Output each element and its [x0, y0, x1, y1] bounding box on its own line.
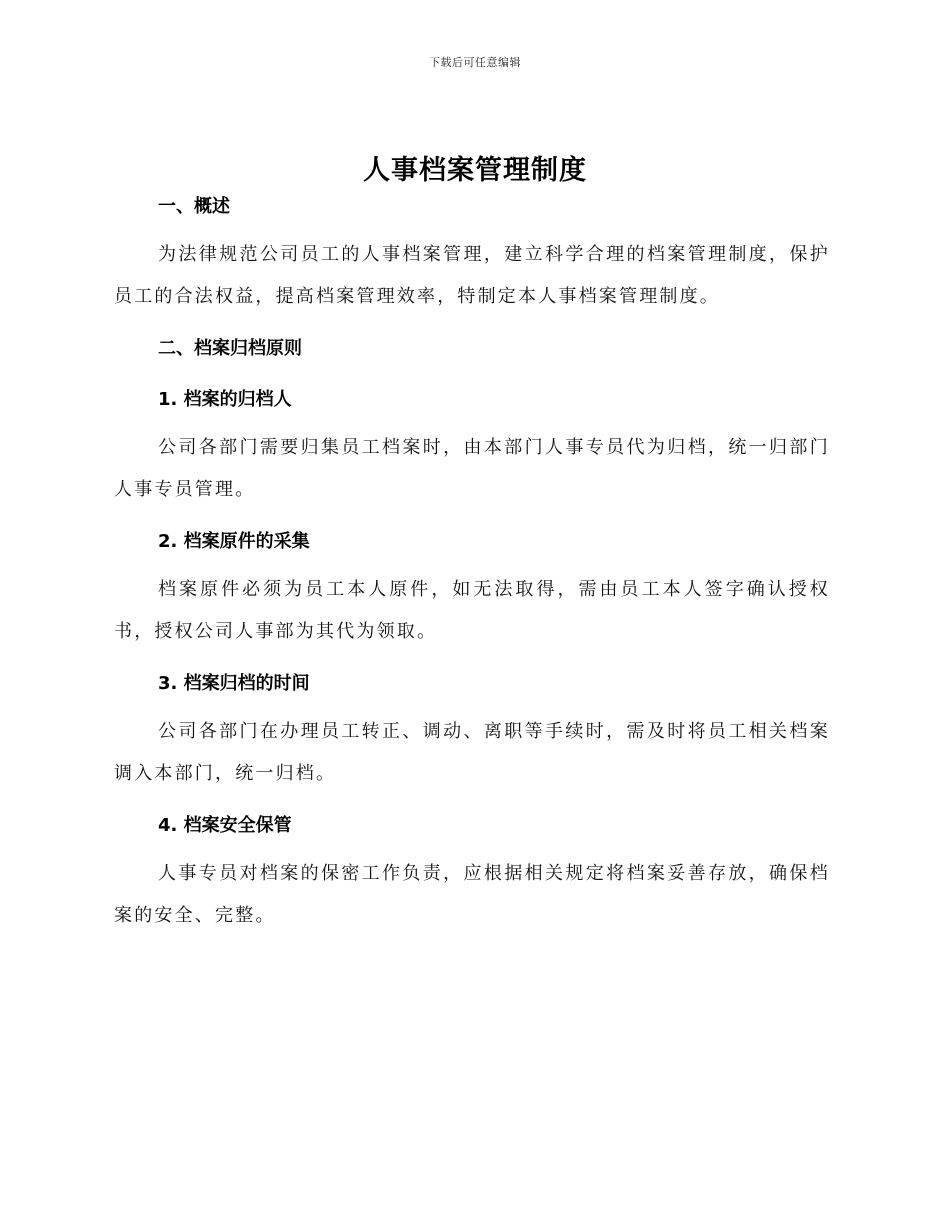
section-heading-archivist: 1. 档案的归档人	[158, 389, 292, 410]
document-body	[114, 190, 830, 937]
header-note: 下载后可任意编辑	[429, 56, 521, 69]
section-heading-overview: 一、概述	[158, 196, 230, 217]
section-body-safekeeping: 人事专员对档案的保密工作负责，应根据相关规定将档案妥善存放，确保档案的安全、完整。	[114, 863, 830, 926]
section-body-archivist: 公司各部门需要归集员工档案时，由本部门人事专员代为归档，统一归部门人事专员管理。	[114, 437, 830, 500]
section-body-original-collection: 档案原件必须为员工本人原件，如无法取得，需由员工本人签字确认授权书，授权公司人事部为其代为领取。	[114, 579, 830, 642]
section-heading-original-collection: 2. 档案原件的采集	[158, 531, 310, 552]
section-heading-safekeeping: 4. 档案安全保管	[158, 815, 292, 836]
section-heading-archiving-time: 3. 档案归档的时间	[158, 673, 310, 694]
section-body-overview: 为法律规范公司员工的人事档案管理，建立科学合理的档案管理制度，保护员工的合法权益，提高档案管理效率，特制定本人事档案管理制度。	[114, 244, 830, 307]
section-heading-archiving-principles: 二、档案归档原则	[158, 338, 302, 359]
section-body-archiving-time: 公司各部门在办理员工转正、调动、离职等手续时，需及时将员工相关档案调入本部门，统一归档。	[114, 721, 830, 784]
document-title: 人事档案管理制度	[363, 155, 587, 186]
